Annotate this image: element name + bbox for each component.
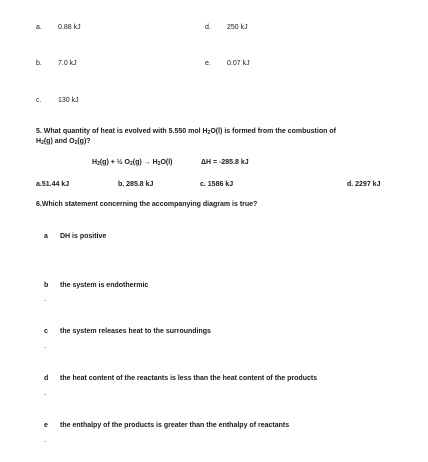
bullet-dot: . — [44, 435, 47, 444]
subscript: 2 — [97, 161, 100, 167]
q5-prompt-text: (g)? — [77, 138, 91, 145]
option-letter: c — [44, 328, 48, 335]
option-text: the system is endothermic — [60, 282, 149, 289]
q5-option-a[interactable]: a.51.44 kJ — [36, 181, 70, 188]
equation-text: (g) + ½ O — [99, 159, 130, 166]
option-letter: c. — [36, 97, 42, 104]
q6-option-c[interactable] — [44, 328, 211, 335]
option-letter: b. — [36, 60, 42, 67]
q5-prompt-text: H — [36, 138, 42, 145]
option-text: 250 kJ — [227, 24, 248, 31]
q5-prompt-text: 5. What quantity of heat is evolved with 5.550 mol H — [36, 128, 208, 135]
q4-option-c[interactable] — [36, 97, 79, 104]
option-letter: a. — [36, 24, 42, 31]
q4-option-d[interactable] — [205, 24, 248, 31]
subscript: 2 — [207, 130, 211, 136]
option-letter: d — [44, 375, 49, 382]
q4-option-b[interactable] — [36, 60, 77, 67]
bullet-dot: . — [44, 388, 47, 397]
q4-option-a[interactable] — [36, 24, 81, 31]
q4-option-e[interactable] — [205, 60, 250, 67]
q6-option-d[interactable] — [44, 375, 317, 382]
equation-text: O(l) — [160, 159, 173, 166]
equation-text: H — [92, 159, 98, 166]
q6-option-a[interactable] — [44, 233, 106, 240]
option-text: 7.0 kJ — [58, 60, 77, 67]
option-text: DH is positive — [60, 233, 107, 240]
equation-text: (g) → H — [132, 159, 158, 166]
subscript: 2 — [130, 161, 133, 167]
option-text: 0.07 kJ — [227, 60, 250, 67]
option-letter: d. — [205, 24, 211, 31]
q5-prompt — [36, 127, 426, 147]
bullet-dot: . — [44, 341, 47, 350]
option-letter: e — [44, 422, 48, 429]
q5-prompt-text: O(l) is formed from the combustion of — [210, 128, 336, 135]
q5-delta-h: ΔH = -285.8 kJ — [201, 159, 249, 166]
q5-option-b[interactable]: b. 285.8 kJ — [118, 181, 154, 188]
q5-equation — [92, 159, 173, 166]
bullet-dot: . — [44, 294, 47, 303]
option-letter: b — [44, 282, 49, 289]
option-text: 130 kJ — [58, 97, 79, 104]
q6-option-e[interactable] — [44, 422, 289, 429]
subscript: 2 — [74, 140, 78, 146]
q5-prompt-text: (g) and O — [43, 138, 75, 145]
option-letter: a — [44, 233, 48, 240]
subscript: 2 — [41, 140, 44, 146]
option-text: 0.88 kJ — [58, 24, 81, 31]
option-text: the heat content of the reactants is less than the heat content of the products — [60, 375, 318, 382]
q5-option-d[interactable]: d. 2297 kJ — [347, 181, 381, 188]
q6-option-b[interactable] — [44, 282, 148, 289]
option-text: the enthalpy of the products is greater than the enthalpy of reactants — [60, 422, 290, 429]
option-text: the system releases heat to the surroundings — [60, 328, 211, 335]
q6-prompt: 6.Which statement concerning the accompanying diagram is true? — [36, 201, 258, 208]
subscript: 2 — [157, 161, 161, 167]
option-letter: e. — [205, 60, 211, 67]
q5-option-c[interactable]: c. 1586 kJ — [200, 181, 234, 188]
